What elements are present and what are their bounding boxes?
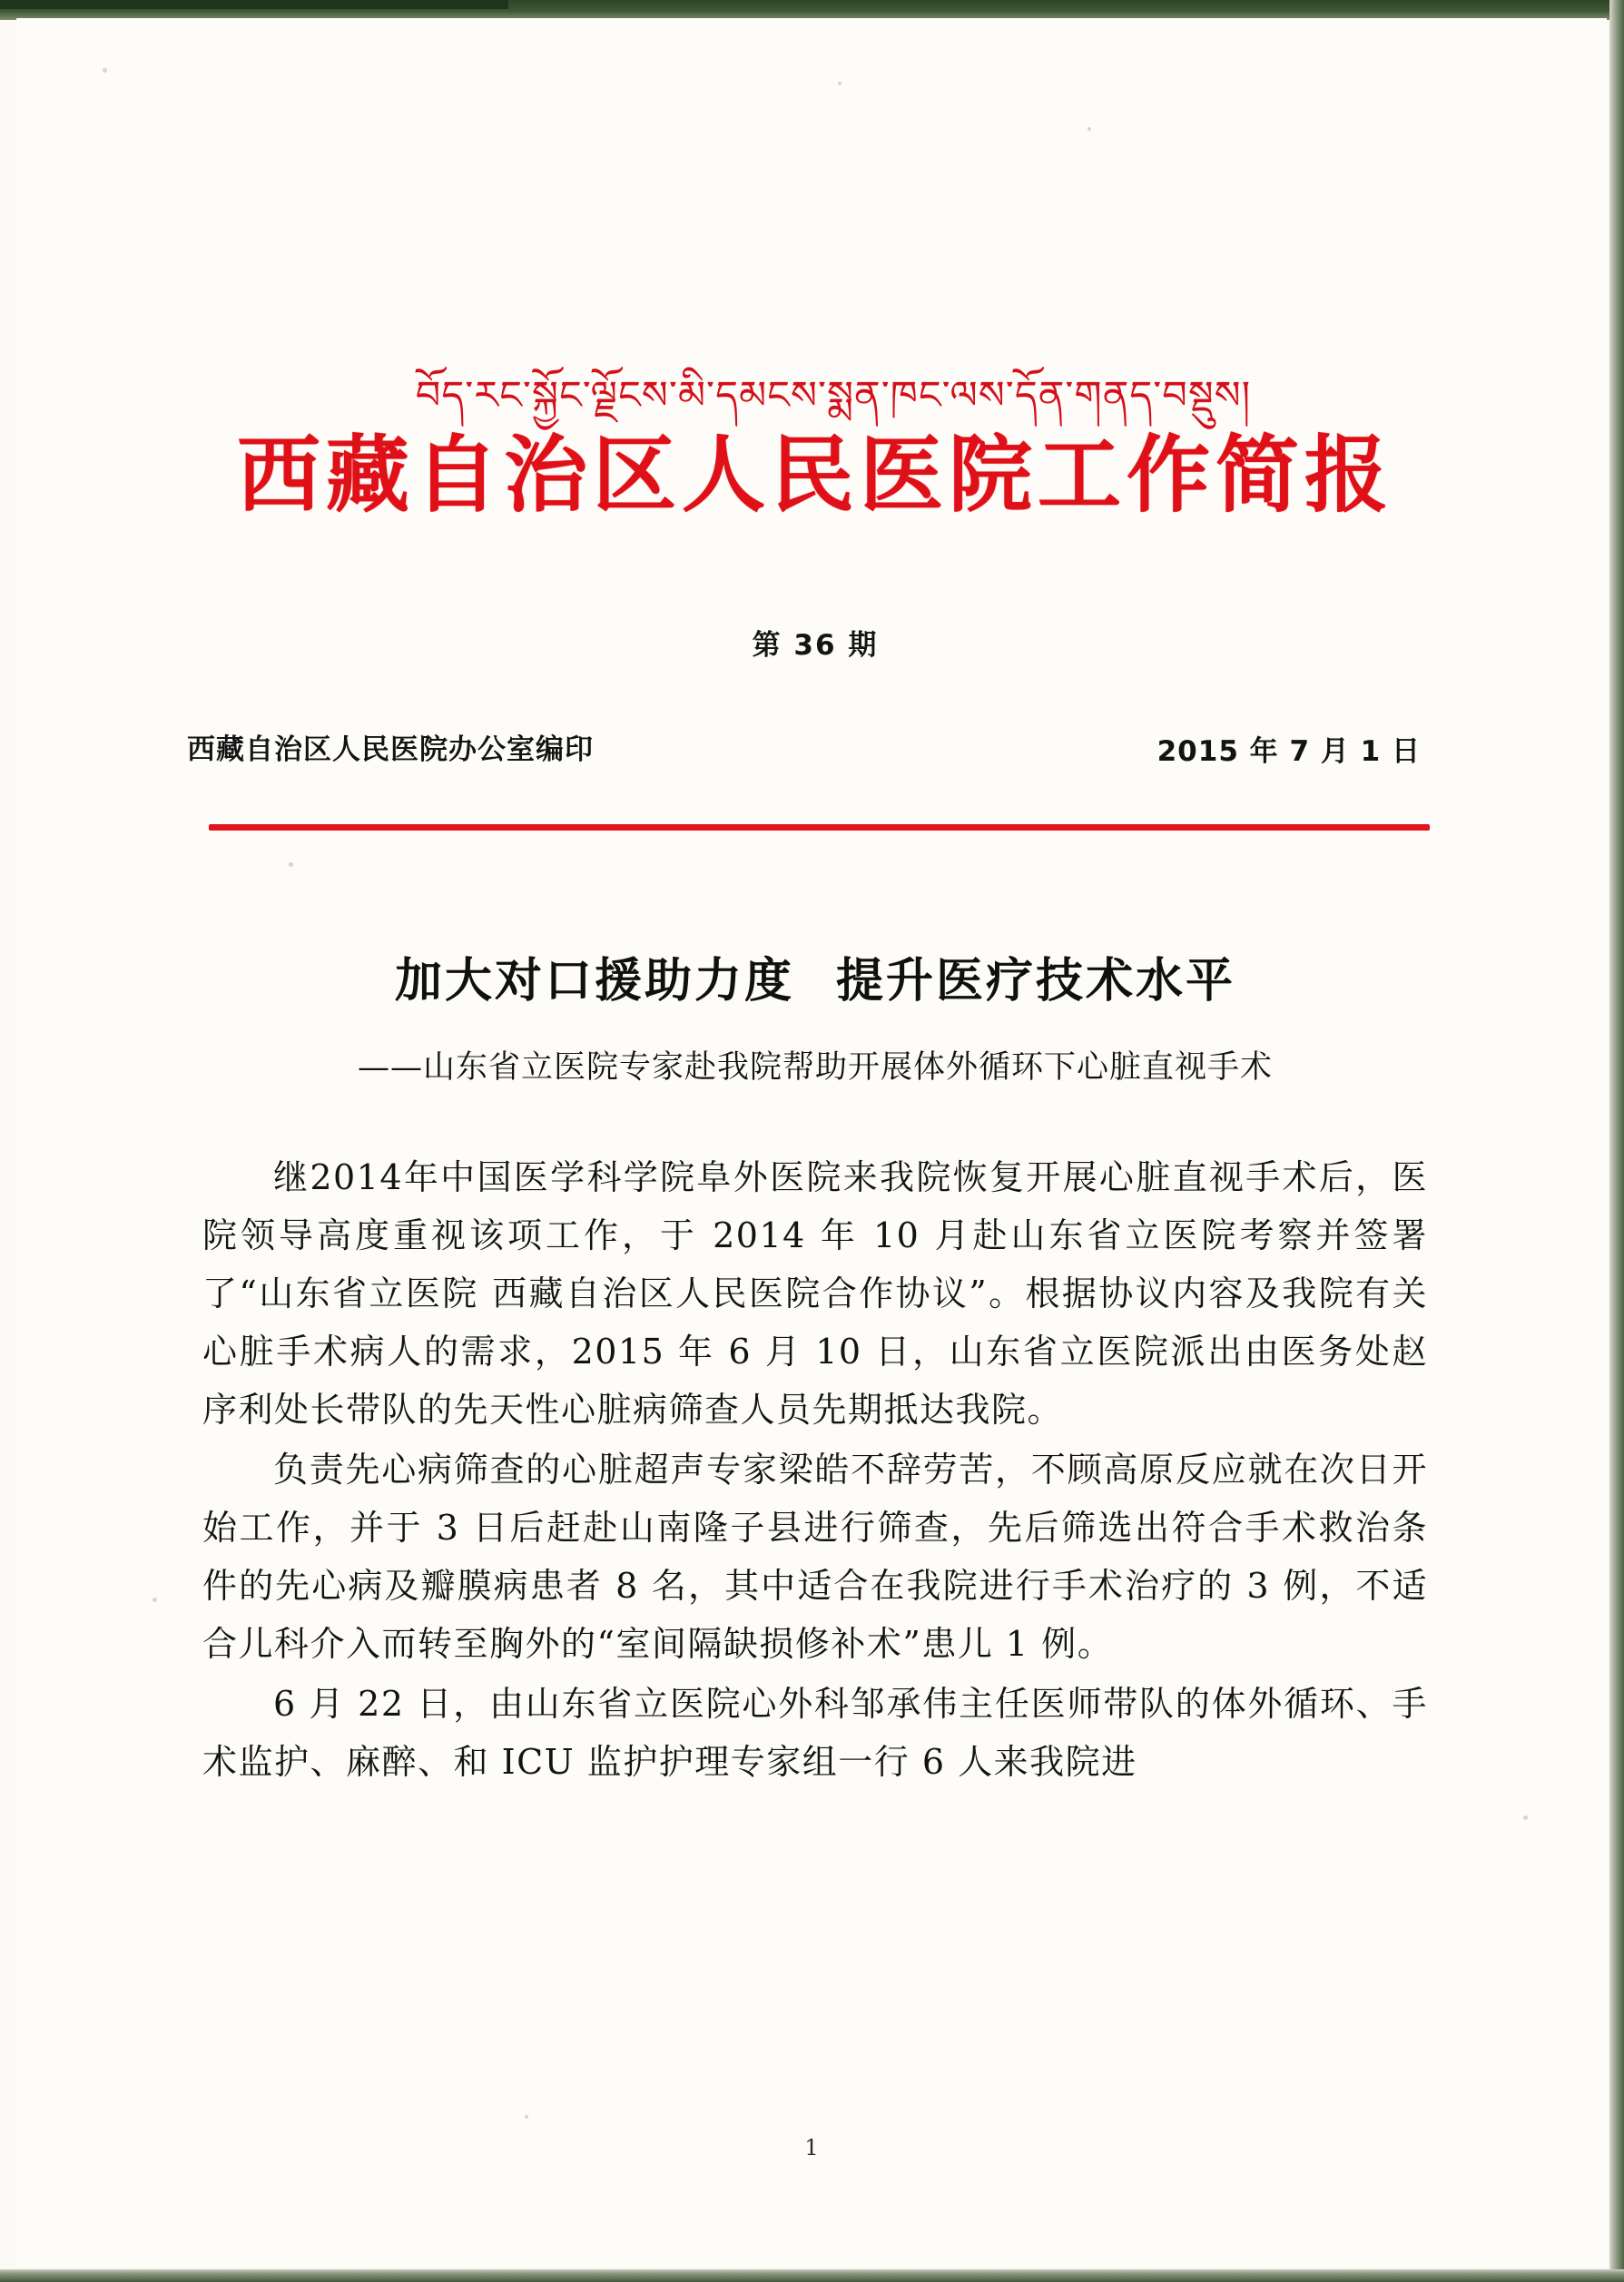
tibetan-title: བོད་རང་སྐྱོང་ལྗོངས་མི་དམངས་སྨན་ཁང་ལས་དོན་གནད་བསྡུས། (415, 373, 1252, 418)
body-paragraph: 6 月 22 日，由山东省立医院心外科邹承伟主任医师带队的体外循环、手术监护、麻醉、和 ICU 监护护理专家组一行 6 人来我院进 (202, 1684, 1428, 1782)
scan-speck (103, 68, 107, 73)
headline-part-right: 提升医疗技术水平 (836, 953, 1236, 1008)
body-paragraph: 继2014年中国医学科学院阜外医院来我院恢复开展心脏直视手术后，医院领导高度重视该项工作，于 2014 年 10 月赴山东省立医院考察并签署了“山东省立医院 西藏自治区人民医院合作协议”。根据协议内容及我院有关心脏手术病人的需求，2015 年 6 月 10 日，山东省立医院派出由医务处赵序利处长带队的先天性心脏病筛查人员先期抵达我院。 (202, 1157, 1428, 1430)
scan-speck (838, 82, 842, 85)
article-subheadline: ——山东省立医院专家赴我院帮助开展体外循环下心脏直视手术 (357, 1049, 1273, 1086)
article-body (202, 1148, 1428, 1793)
scan-speck (289, 862, 293, 867)
scan-speck (153, 1598, 157, 1602)
scan-edge-right (1609, 0, 1624, 2282)
scan-speck (1523, 1815, 1528, 1820)
publisher-label: 西藏自治区人民医院办公室编印 (187, 733, 594, 766)
headline-part-left: 加大对口援助力度 (394, 953, 794, 1008)
issue-number: 第 36 期 (752, 629, 879, 662)
document-content (16, 18, 1607, 2267)
scan-edge-top-left (0, 0, 508, 9)
paper-sheet (16, 18, 1607, 2267)
scan-speck (525, 2115, 528, 2119)
scan-speck (1088, 127, 1091, 131)
body-paragraph: 负责先心病筛查的心脏超声专家梁皓不辞劳苦，不顾高原反应就在次日开始工作，并于 3 日后赶赴山南隆子县进行筛查，先后筛选出符合手术救治条件的先心病及瓣膜病患者 8 名，其中适合在我院进行手术治疗的 3 例，不适合儿科介入而转至胸外的“室间隔缺损修补术”患儿 1 例。 (202, 1450, 1428, 1664)
scan-edge-bottom (0, 2269, 1624, 2282)
page-number: 1 (804, 2135, 819, 2160)
masthead-title: 西藏自治区人民医院工作简报 (236, 426, 1393, 524)
article-headline (143, 942, 1487, 1010)
publication-date: 2015 年 7 月 1 日 (1156, 735, 1421, 768)
red-divider-rule (209, 824, 1430, 831)
